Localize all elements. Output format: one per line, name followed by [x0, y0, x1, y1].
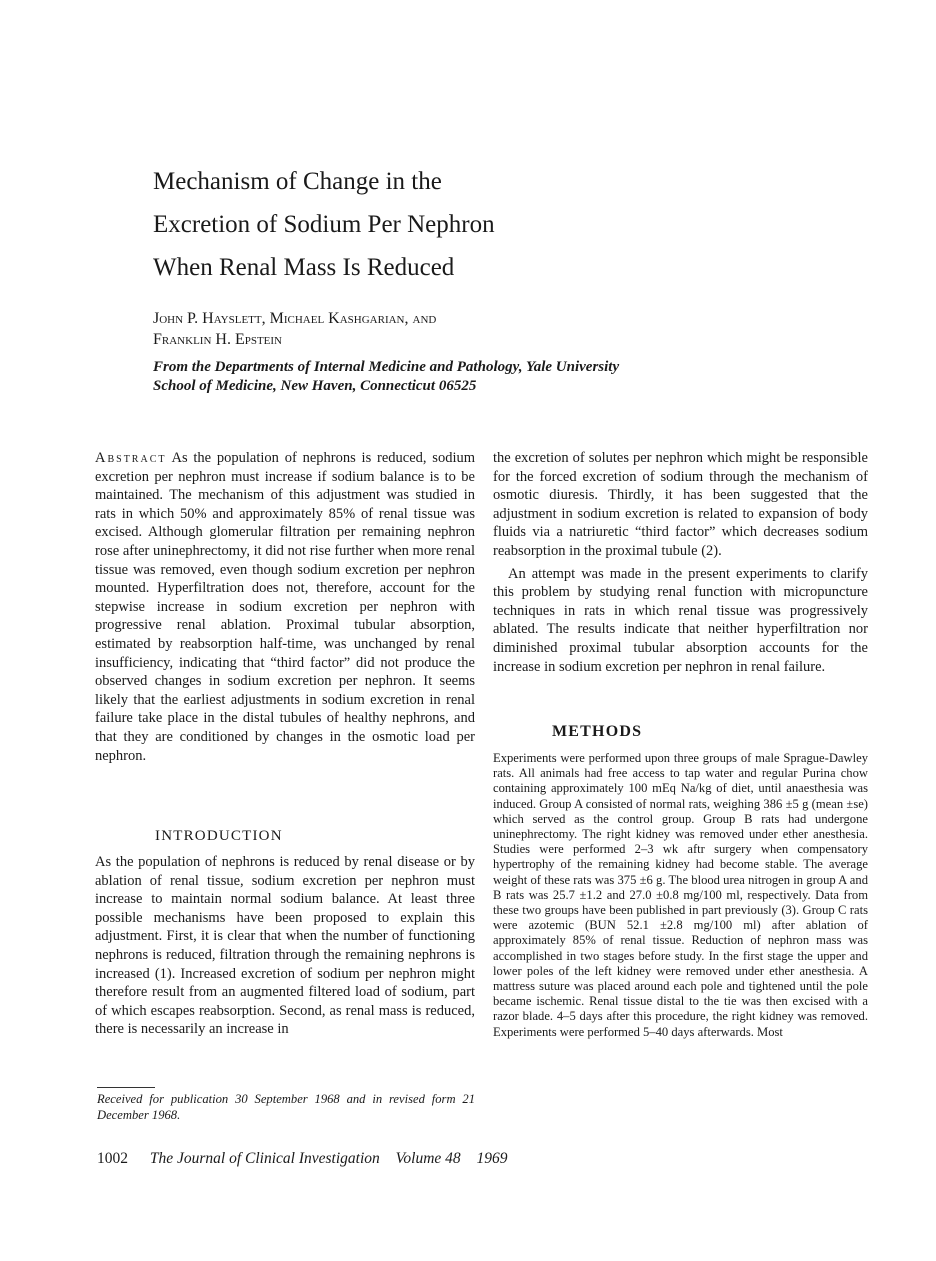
page-footer: [97, 1150, 508, 1168]
introduction-left: [95, 853, 475, 1039]
methods-heading-wrap: [493, 723, 868, 741]
methods-text: Experiments were performed upon three groups of male Sprague-Dawley rats. All animals had free access to tap water and regular Purina chow containing approximately 100 mEq Na/kg of diet, until anaesthesia was induced. Group A consisted of normal rats, weighing 386 ±5 g (mean ±se) which served as the control group. Group B rats had undergone uninephrectomy. The right kidney was removed under ether anesthesia. Studies were performed 2–3 wk aftr surgery when compensatory hypertrophy of the remaining kidney had become stable. The average weight of these rats was 375 ±6 g. The blood urea nitrogen in group A and B rats was 25.7 ±1.2 and 27.0 ±0.8 mg/100 ml, respectively. Data from these two groups have been published in part previously (3). Group C rats were azotemic (BUN 52.1 ±2.8 mg/100 ml) after ablation of approximately 85% of renal tissue. Reduction of nephron mass was accomplished in two stages before study. In the first stage the upper and lower poles of the left kidney were removed under ether anesthesia. A mattress suture was placed around each pole and tightened until the pole became ischemic. Renal tissue distal to the tie was then excised with a razor blade. 4–5 days after this procedure, the right kidney was removed. Experiments were performed 5–40 days afterwards. Most: [493, 751, 868, 1039]
introduction-paragraph-1-continued: the excretion of solutes per nephron which might be responsible for the forced excretion of sodium through the mechanism of osmotic diuresis. Thirdly, it has been suggested that the adjustment in sodium excretion is related to expansion of body fluids via a natriuretic “third factor” which decreases sodium reabsorption in the proximal tubule (2).: [493, 450, 868, 559]
right-column: [493, 449, 868, 676]
affiliation-line-2: School of Medicine, New Haven, Connecticut 06525: [153, 378, 477, 394]
authors-line-1: John P. Hayslett, Michael Kashgarian, and: [153, 310, 437, 327]
methods-heading: METHODS: [552, 723, 643, 740]
authors-line-2: Franklin H. Epstein: [153, 331, 283, 348]
introduction-paragraph-1: As the population of nephrons is reduced by renal disease or by ablation of renal tissue, sodium excretion per nephron must increase to maintain normal sodium balance. At least three possible mechanisms have been proposed to explain this adjustment. First, it is clear that when the number of functioning nephrons is reduced, filtration through the remaining nephrons is increased (1). Increased excretion of sodium per nephron might therefore result from an augmented filtered load of sodium, part of which escapes reabsorption. Second, as renal mass is reduced, there is necessarily an increase in: [95, 854, 475, 1038]
left-column: [95, 449, 475, 765]
introduction-heading: INTRODUCTION: [155, 828, 283, 844]
journal-name: The Journal of Clinical Investigation: [149, 1150, 380, 1167]
footnote: Received for publication 30 September 1968 and in revised form 21 December 1968.: [97, 1092, 475, 1122]
journal-volume: Volume 48: [395, 1150, 461, 1167]
author-list: [153, 308, 436, 350]
introduction-heading-wrap: [95, 828, 475, 845]
title-line-3: When Renal Mass Is Reduced: [153, 254, 455, 281]
abstract-label: Abstract: [95, 450, 167, 466]
footnote-rule: [97, 1087, 155, 1088]
title-line-1: Mechanism of Change in the: [153, 168, 442, 195]
affiliation-line-1: From the Departments of Internal Medicine and Pathology, Yale University: [153, 359, 620, 375]
affiliation: [153, 358, 673, 396]
article-title: [153, 160, 673, 289]
title-line-2: Excretion of Sodium Per Nephron: [153, 211, 495, 238]
abstract-text: As the population of nephrons is reduced, sodium excretion per nephron must increase if sodium balance is to be maintained. The mechanism of this adjustment was studied in rats in which 50% and approximately 85% of renal tissue was excised. Although glomerular filtration per remaining nephron rose after uninephrectomy, it did not rise further when more renal tissue was removed, even though sodium excretion per nephron mounted. Hyperfiltration does not, therefore, account for the stepwise increase in sodium excretion per nephron with progressive renal ablation. Proximal tubular absorption, estimated by reabsorption half-time, was unchanged by renal insufficiency, indicating that “third factor” did not produce the observed changes in sodium excretion per nephron. It seems likely that the earliest adjustments in sodium excretion in renal failure take place in the distal tubules of healthy nephrons, and that they are conditioned by changes in the osmotic load per nephron.: [95, 450, 476, 764]
page-number: 1002: [97, 1150, 128, 1167]
journal-year: 1969: [476, 1150, 508, 1167]
abstract: [95, 449, 475, 765]
introduction-paragraph-2: An attempt was made in the present experiments to clarify this problem by studying renal function with micropuncture techniques in rats in which renal tissue was progressively ablated. The results indicate that neither hyperfiltration nor diminished proximal tubular absorption accounts for the increase in sodium excretion per nephron in renal failure.: [493, 565, 868, 675]
methods-body: [493, 751, 868, 1040]
